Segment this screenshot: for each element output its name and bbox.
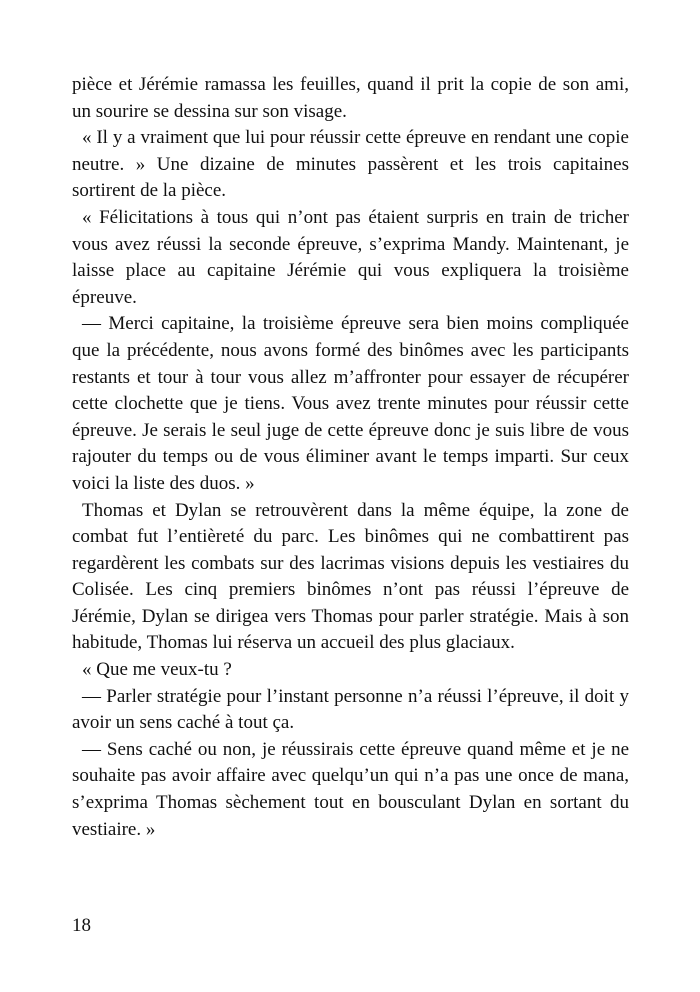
page-number: 18 (72, 915, 91, 936)
body-text (72, 72, 629, 843)
paragraph: Thomas et Dylan se retrouvèrent dans la même équipe, la zone de combat fut l’entièreté du parc. Les binômes qui ne combattirent pas regardèrent les combats sur des lacrimas visions depuis les vestiaires du Colisée. Les cinq premiers binômes n’ont pas réussi l’épreuve de Jérémie, Dylan se dirigea vers Thomas pour parler stratégie. Mais à son habitude, Thomas lui réserva un accueil des plus glaciaux. (72, 499, 629, 654)
paragraph: pièce et Jérémie ramassa les feuilles, quand il prit la copie de son ami, un sourire se dessina sur son visage. (72, 74, 629, 122)
paragraph: — Parler stratégie pour l’instant personne n’a réussi l’épreuve, il doit y avoir un sens caché à tout ça. (72, 685, 629, 734)
paragraph: — Merci capitaine, la troisième épreuve sera bien moins compliquée que la précédente, nous avons formé des binômes avec les participants restants et tour à tour vous allez m’affronter pour essayer de récupérer cette clochette que je tiens. Vous avez trente minutes pour réussir cette épreuve. Je serais le seul juge de cette épreuve donc je suis libre de vous rajouter du temps ou de vous éliminer avant le temps imparti. Sur ceux voici la liste des duos. » (72, 313, 629, 494)
paragraph: — Sens caché ou non, je réussirais cette épreuve quand même et je ne souhaite pas avoir affaire avec quelqu’un qui n’a pas une once de mana, s’exprima Thomas sèchement tout en bousculant Dylan en sortant du vestiaire. » (72, 738, 629, 840)
paragraph: « Il y a vraiment que lui pour réussir cette épreuve en rendant une copie neutre. » Une dizaine de minutes passèrent et les trois capitaines sortirent de la pièce. (72, 127, 629, 202)
paragraph: « Félicitations à tous qui n’ont pas étaient surpris en train de tricher vous avez réussi la seconde épreuve, s’exprima Mandy. Maintenant, je laisse place au capitaine Jérémie qui vous expliquera la troisième épreuve. (72, 206, 629, 308)
paragraph: « Que me veux-tu ? (82, 659, 232, 681)
